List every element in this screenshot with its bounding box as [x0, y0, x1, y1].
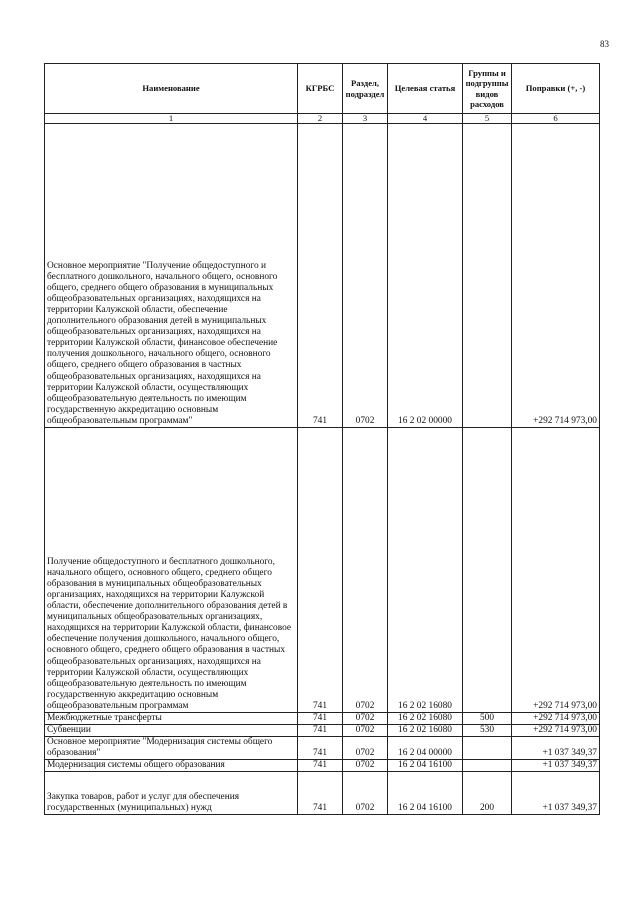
row-section: 0702: [343, 772, 388, 815]
row-section: 0702: [343, 725, 388, 737]
row-kgrbs: 741: [298, 124, 343, 428]
column-number: 2: [298, 114, 343, 124]
row-target-article: 16 2 02 16080: [388, 725, 463, 737]
row-expense-group: [463, 428, 512, 713]
row-target-article: 16 2 04 00000: [388, 737, 463, 760]
row-target-article: 16 2 04 16100: [388, 760, 463, 772]
row-kgrbs: 741: [298, 713, 343, 725]
page-number: 83: [600, 39, 609, 49]
row-amount: +292 714 973,00: [512, 725, 600, 737]
row-section: 0702: [343, 760, 388, 772]
row-expense-group: [463, 124, 512, 428]
row-expense-group: [463, 737, 512, 760]
table-row: [45, 772, 600, 815]
column-number: 5: [463, 114, 512, 124]
row-amount: +1 037 349,37: [512, 760, 600, 772]
header-target-article: Целевая статья: [388, 64, 463, 114]
table-row: [45, 737, 600, 760]
row-amount: +292 714 973,00: [512, 713, 600, 725]
table-row: [45, 428, 600, 713]
table-row: [45, 124, 600, 428]
row-kgrbs: 741: [298, 725, 343, 737]
row-expense-group: 530: [463, 725, 512, 737]
row-name: Основное мероприятие "Модернизация системы общего образования": [45, 737, 298, 760]
row-target-article: 16 2 02 16080: [388, 428, 463, 713]
row-section: 0702: [343, 124, 388, 428]
budget-amendments-table: [44, 63, 600, 815]
table-row: [45, 760, 600, 772]
row-target-article: 16 2 04 16100: [388, 772, 463, 815]
header-name: Наименование: [45, 64, 298, 114]
column-number: 1: [45, 114, 298, 124]
row-expense-group: 500: [463, 713, 512, 725]
row-expense-group: [463, 760, 512, 772]
row-amount: +292 714 973,00: [512, 428, 600, 713]
row-target-article: 16 2 02 16080: [388, 713, 463, 725]
row-amount: +1 037 349,37: [512, 737, 600, 760]
row-amount: +292 714 973,00: [512, 124, 600, 428]
column-number: 4: [388, 114, 463, 124]
row-name: Субвенции: [45, 725, 298, 737]
row-kgrbs: 741: [298, 772, 343, 815]
table-header-row: [45, 64, 600, 114]
header-amendments: Поправки (+, -): [512, 64, 600, 114]
row-name: Основное мероприятие "Получение общедоступного и бесплатного дошкольного, начального общего, основного общего, среднего общего образования в муниципальных общеобразовательных организациях, находящихся на территории Калужской области, обеспечение дополнительного образования детей в муниципальных общеобразовательных организациях, находящихся на территории Калужской области, финансовое обеспечение получения дошкольного, начального общего, основного общего, среднего общего образования в частных общеобразовательных организациях, находящихся на территории Калужской области, осуществляющих общеобразовательную деятельность по имеющим государственную аккредитацию основным общеобразовательным программам": [45, 124, 298, 428]
row-name: Модернизация системы общего образования: [45, 760, 298, 772]
row-section: 0702: [343, 428, 388, 713]
row-target-article: 16 2 02 00000: [388, 124, 463, 428]
row-section: 0702: [343, 713, 388, 725]
row-name: Закупка товаров, работ и услуг для обеспечения государственных (муниципальных) нужд: [45, 772, 298, 815]
row-name: Получение общедоступного и бесплатного дошкольного, начального общего, основного общего, среднего общего образования в муниципальных общеобразовательных организациях, находящихся на территории Калужской области, обеспечение дополнительного образования детей в муниципальных общеобразовательных организациях, находящихся на территории Калужской области, финансовое обеспечение получения дошкольного, начального общего, основного общего, среднего общего образования в частных общеобразовательных организациях, находящихся на территории Калужской области, осуществляющих общеобразовательную деятельность по имеющим государственную аккредитацию основным общеобразовательным программам: [45, 428, 298, 713]
header-kgrbs: КГРБС: [298, 64, 343, 114]
row-kgrbs: 741: [298, 760, 343, 772]
header-expense-group: Группы и подгруппы видов расходов: [463, 64, 512, 114]
row-kgrbs: 741: [298, 737, 343, 760]
row-name: Межбюджетные трансферты: [45, 713, 298, 725]
table-row: [45, 713, 600, 725]
row-amount: +1 037 349,37: [512, 772, 600, 815]
row-expense-group: 200: [463, 772, 512, 815]
row-section: 0702: [343, 737, 388, 760]
column-number: 6: [512, 114, 600, 124]
column-number: 3: [343, 114, 388, 124]
table-row: [45, 725, 600, 737]
row-kgrbs: 741: [298, 428, 343, 713]
header-section: Раздел, подраздел: [343, 64, 388, 114]
column-number-row: [45, 114, 600, 124]
